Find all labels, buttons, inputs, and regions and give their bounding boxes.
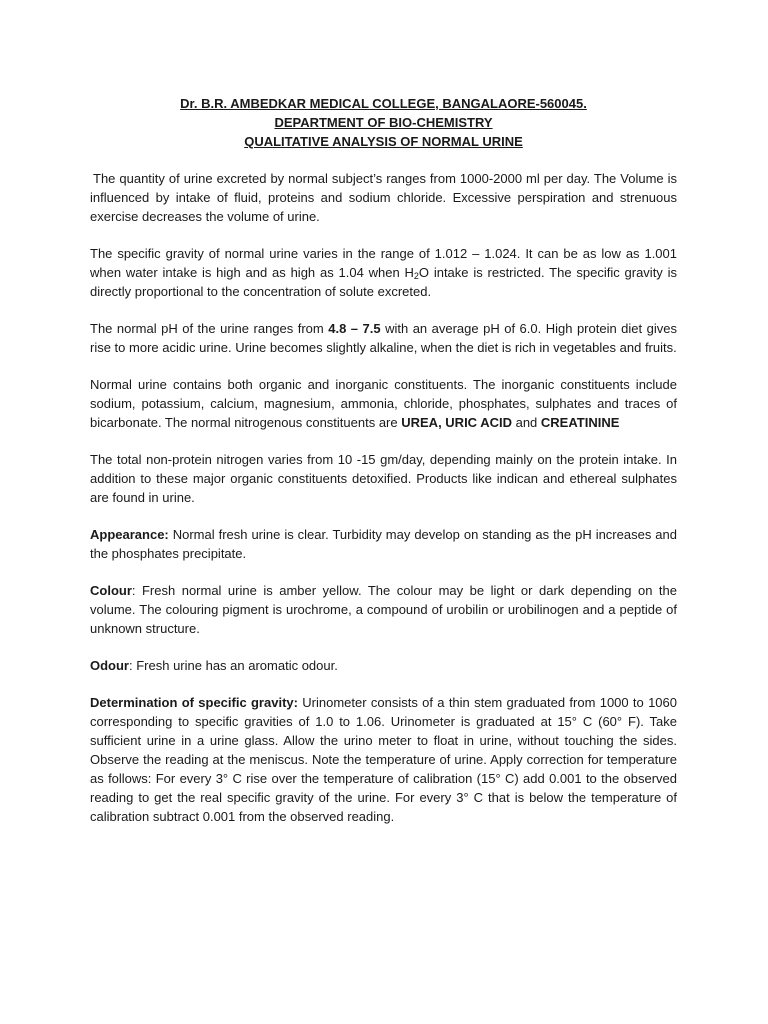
paragraph-urine-quantity	[90, 169, 677, 226]
college-name: Dr. B.R. AMBEDKAR MEDICAL COLLEGE, BANGALAORE-560045.	[180, 96, 587, 111]
paragraph-appearance	[90, 525, 677, 563]
paragraph-text-part: Normal urine contains both organic and inorganic constituents. The inorganic constituents include sodium, potassium, calcium, magnesium, ammonia, chloride, phosphates, sulphates and traces of bicarbonate. The normal nitrogenous constituents are	[90, 377, 677, 430]
document-page	[90, 94, 677, 844]
paragraph-specific-gravity	[90, 244, 677, 301]
subscript: 2	[413, 271, 419, 281]
paragraph-text: Urinometer consists of a thin stem graduated from 1000 to 1060 corresponding to specific gravities of 1.0 to 1.06. Urinometer is graduated at 15° C (60° F). Take sufficient urine in a urine glass. Allow the urino meter to float in urine, without touching the sides. Observe the reading at the meniscus. Note the temperature of urine. Apply correction for temperature as follows: For every 3° C rise over the temperature of calibration (15° C) add 0.001 to the observed reading to get the real specific gravity of the urine. For every 3° C that is below the temperature of calibration subtract 0.001 from the observed reading.	[90, 695, 678, 824]
section-label: Determination of specific gravity:	[90, 695, 298, 710]
paragraph-odour	[90, 656, 677, 675]
section-label: Odour	[90, 658, 129, 673]
paragraph-specific-gravity-method	[90, 693, 677, 826]
paragraph-text: : Fresh normal urine is amber yellow. The colour may be light or dark depending on the volume. The colouring pigment is urochrome, a compound of urobilin or urobilinogen and a peptide of unknown structure.	[90, 583, 677, 636]
paragraph-text: The total non-protein nitrogen varies from 10 -15 gm/day, depending mainly on the protein intake. In addition to these major organic constituents detoxified. Products like indican and ethereal sulphates are found in urine.	[90, 452, 677, 505]
paragraph-colour	[90, 581, 677, 638]
paragraph-text: The quantity of urine excreted by normal subject’s ranges from 1000-2000 ml per day. The Volume is influenced by intake of fluid, proteins and sodium chloride. Excessive perspiration and strenuous exercise decreases the volume of urine.	[90, 171, 677, 224]
section-label: Appearance:	[90, 527, 169, 542]
paragraph-text: : Fresh urine has an aromatic odour.	[129, 658, 338, 673]
bold-text: UREA, URIC ACID	[401, 415, 512, 430]
department-name: DEPARTMENT OF BIO-CHEMISTRY	[274, 115, 493, 130]
paragraph-text-part: The specific gravity of normal urine varies in the range of 1.012 – 1.024. It can be as low as 1.001 when water intake is high and as high as 1.04 when H	[90, 246, 677, 280]
section-label: Colour	[90, 583, 132, 598]
document-header	[90, 94, 677, 151]
bold-text: CREATININE	[540, 415, 620, 430]
paragraph-ph	[90, 319, 677, 357]
paragraph-text: Normal fresh urine is clear. Turbidity may develop on standing as the pH increases and the phosphates precipitate.	[90, 527, 677, 561]
paragraph-text-part: with an average pH of 6.0. High protein diet gives rise to more acidic urine. Urine becomes slightly alkaline, when the diet is rich in vegetables and fruits.	[90, 321, 677, 355]
paragraph-text-part: O intake is restricted. The specific gravity is directly proportional to the concentration of solute excreted.	[90, 265, 677, 299]
paragraph-nitrogen	[90, 450, 677, 507]
paragraph-constituents	[90, 375, 677, 432]
paragraph-text-part: The normal pH of the urine ranges from	[90, 321, 329, 336]
bold-text: 4.8 – 7.5	[328, 321, 381, 336]
document-title: QUALITATIVE ANALYSIS OF NORMAL URINE	[244, 134, 523, 149]
paragraph-text-part: and	[511, 415, 541, 430]
